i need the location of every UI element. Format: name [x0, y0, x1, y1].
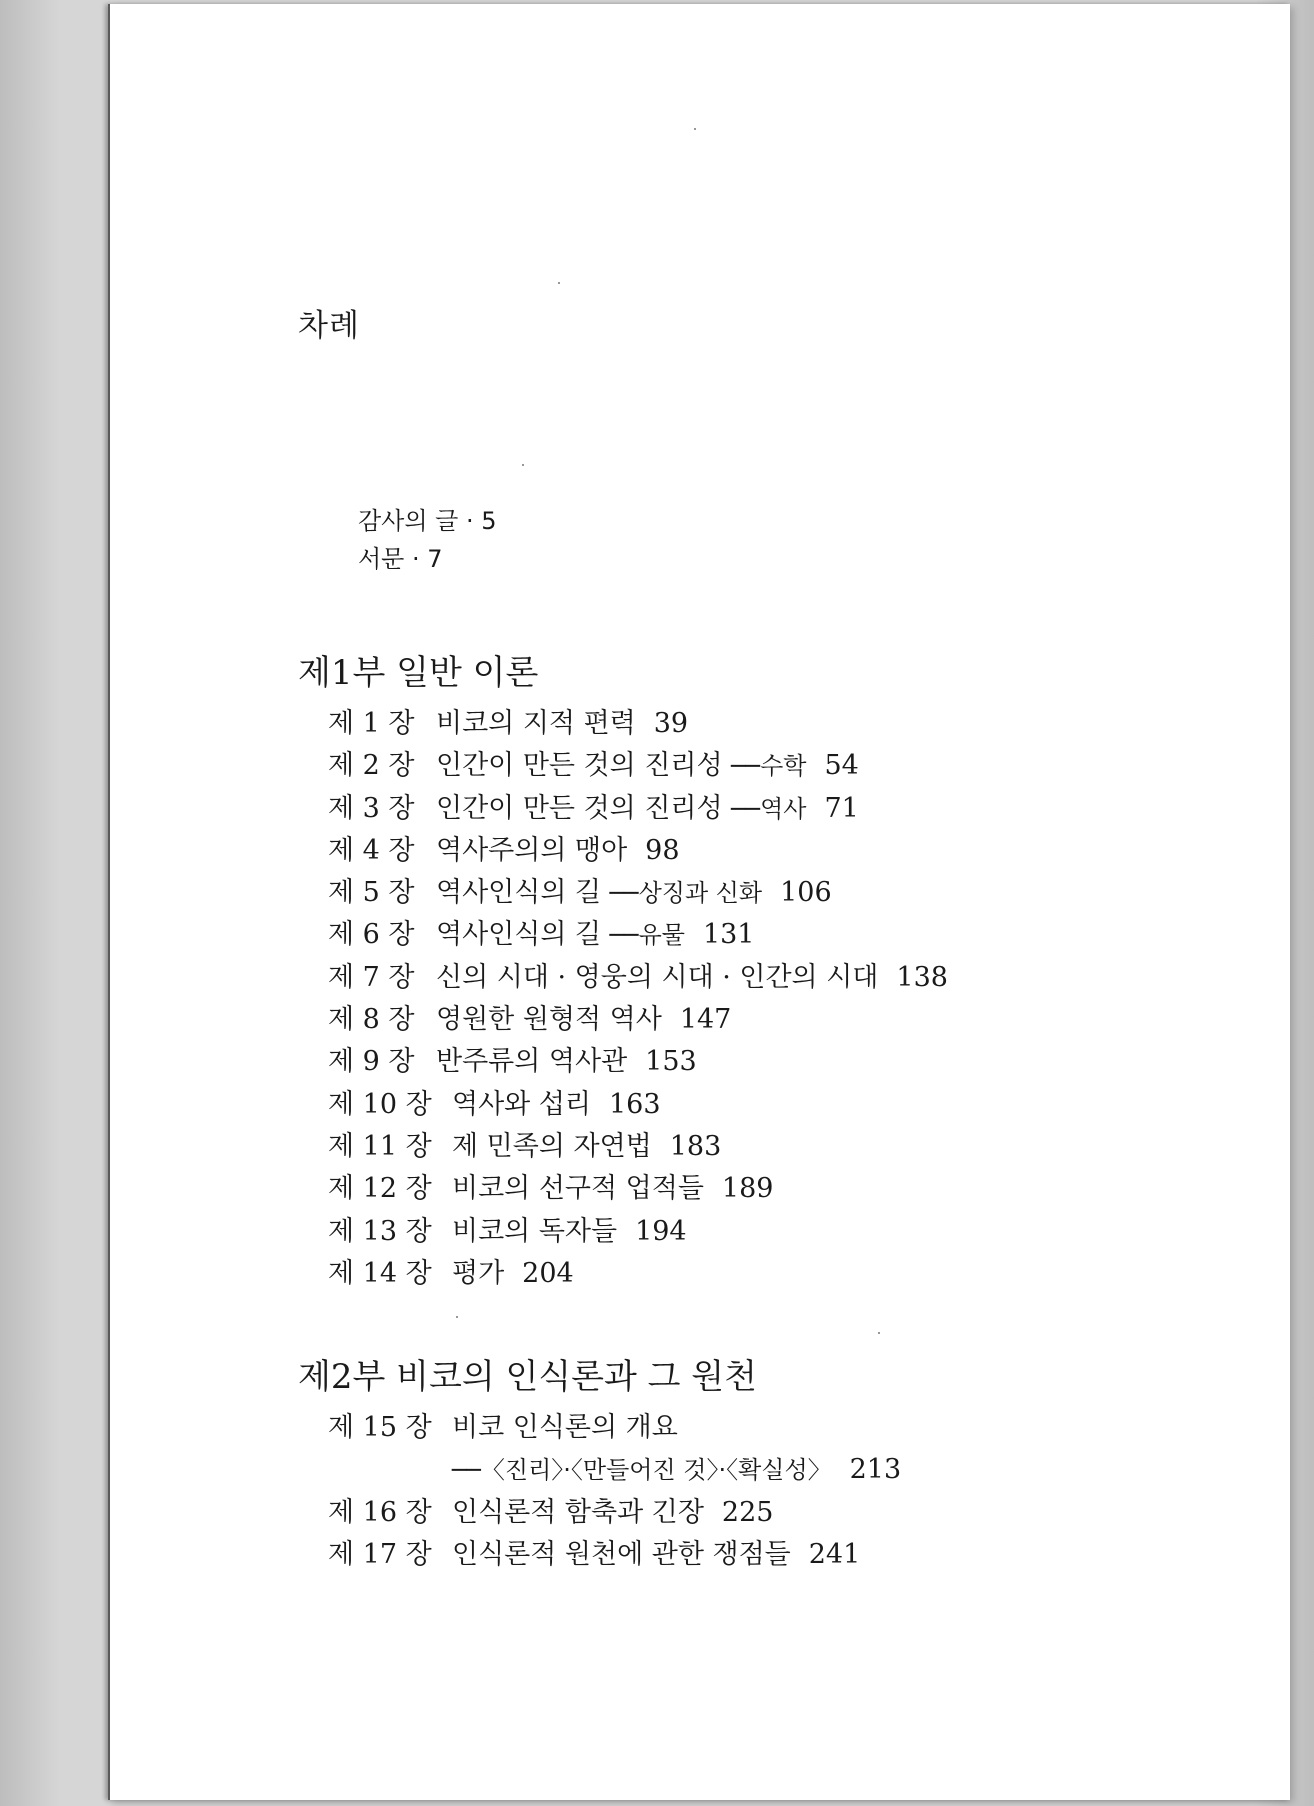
part-2	[298, 1355, 901, 1576]
chapter-page: 241	[808, 1538, 861, 1570]
chapter-title: 인간이 만든 것의 진리성	[436, 792, 723, 824]
chapter-page: 131	[702, 919, 755, 951]
chapter-subtitle: ──〈진리〉·〈만들어진 것〉·〈확실성〉	[452, 1456, 832, 1485]
chapter-page: 189	[721, 1173, 774, 1205]
chapter-entry-8	[328, 999, 948, 1041]
chapter-page: 194	[635, 1215, 687, 1247]
chapter-title: 제 민족의 자연법	[452, 1130, 652, 1162]
chapter-list	[298, 1407, 901, 1576]
chapter-number: 제 12 장	[328, 1173, 432, 1205]
chapter-number: 제 7 장	[328, 961, 415, 993]
chapter-number: 제 6 장	[328, 919, 415, 951]
chapter-entry-15-continuation	[328, 1449, 901, 1491]
chapter-page: 39	[653, 708, 689, 739]
chapter-number: 제 16 장	[328, 1496, 432, 1528]
scan-speck	[522, 464, 524, 466]
part-heading: 제2부 비코의 인식론과 그 원천	[298, 1357, 757, 1397]
part-1	[298, 651, 948, 1295]
chapter-entry-16	[328, 1492, 901, 1534]
chapter-title: 영원한 원형적 역사	[436, 1004, 662, 1036]
chapter-list	[298, 703, 948, 1295]
chapter-title: 역사인식의 길	[436, 877, 602, 909]
chapter-number: 제 5 장	[328, 877, 415, 909]
chapter-entry-5	[328, 872, 948, 914]
chapter-page: 183	[669, 1130, 722, 1162]
chapter-subtitle: ──역사	[731, 794, 807, 823]
chapter-page: 204	[522, 1257, 574, 1289]
chapter-entry-11	[328, 1126, 948, 1168]
chapter-page: 54	[824, 750, 859, 782]
chapter-entry-15	[328, 1407, 901, 1449]
chapter-title: 평가	[452, 1257, 505, 1289]
chapter-number: 제 15 장	[328, 1412, 432, 1443]
chapter-entry-14	[328, 1253, 948, 1295]
chapter-entry-7	[328, 957, 948, 999]
chapter-title: 비코 인식론의 개요	[452, 1412, 678, 1443]
part-heading: 제1부 일반 이론	[298, 653, 539, 693]
chapter-page: 98	[645, 834, 680, 866]
book-page	[108, 4, 1290, 1800]
scan-speck	[558, 282, 560, 284]
front-matter-preface: 서문 · 7	[358, 545, 443, 573]
chapter-number: 제 9 장	[328, 1046, 415, 1078]
chapter-page: 106	[780, 877, 832, 909]
chapter-page: 163	[609, 1088, 661, 1120]
chapter-entry-13	[328, 1211, 948, 1253]
chapter-entry-2	[328, 745, 948, 787]
chapter-entry-12	[328, 1168, 948, 1210]
chapter-title: 역사인식의 길	[436, 919, 602, 951]
chapter-page: 147	[679, 1004, 732, 1036]
chapter-title: 비코의 독자들	[452, 1215, 618, 1247]
chapter-page: 138	[896, 961, 948, 993]
chapter-number: 제 14 장	[328, 1257, 432, 1289]
chapter-entry-17	[328, 1534, 901, 1576]
chapter-title: 비코의 지적 편력	[436, 708, 636, 739]
scan-speck	[878, 1332, 880, 1334]
chapter-number: 제 4 장	[328, 834, 415, 866]
chapter-title: 인식론적 원천에 관한 쟁점들	[452, 1538, 791, 1570]
chapter-entry-10	[328, 1084, 948, 1126]
chapter-page: 153	[645, 1046, 697, 1078]
chapter-entry-9	[328, 1041, 948, 1083]
chapter-entry-6	[328, 914, 948, 956]
chapter-number: 제 8 장	[328, 1004, 415, 1036]
chapter-title: 인식론적 함축과 긴장	[452, 1496, 704, 1528]
chapter-entry-4	[328, 830, 948, 872]
chapter-title: 반주류의 역사관	[436, 1046, 628, 1078]
chapter-page: 71	[824, 792, 859, 824]
chapter-subtitle: ──유물	[609, 921, 685, 950]
chapter-number: 제 1 장	[328, 708, 415, 739]
chapter-title: 신의 시대 · 영웅의 시대 · 인간의 시대	[436, 961, 879, 993]
chapter-title: 역사주의의 맹아	[436, 834, 628, 866]
chapter-entry-1	[328, 703, 948, 745]
chapter-entry-3	[328, 788, 948, 830]
chapter-number: 제 10 장	[328, 1088, 432, 1120]
front-matter-acknowledgements: 감사의 글 · 5	[358, 507, 497, 535]
chapter-number: 제 17 장	[328, 1538, 432, 1570]
chapter-number: 제 13 장	[328, 1215, 432, 1247]
chapter-page: 225	[721, 1496, 774, 1528]
chapter-number: 제 2 장	[328, 750, 415, 782]
toc-title: 차례	[298, 308, 360, 344]
scan-speck	[456, 1316, 458, 1318]
chapter-subtitle: ──수학	[731, 752, 807, 781]
chapter-title: 비코의 선구적 업적들	[452, 1173, 704, 1205]
chapter-subtitle: ──상징과 신화	[609, 879, 763, 908]
chapter-title: 인간이 만든 것의 진리성	[436, 750, 723, 782]
front-matter-list	[358, 502, 497, 578]
chapter-number: 제 3 장	[328, 792, 415, 824]
chapter-number: 제 11 장	[328, 1130, 432, 1162]
chapter-page: 213	[849, 1454, 902, 1486]
scan-speck	[694, 128, 696, 130]
chapter-title: 역사와 섭리	[452, 1088, 591, 1120]
